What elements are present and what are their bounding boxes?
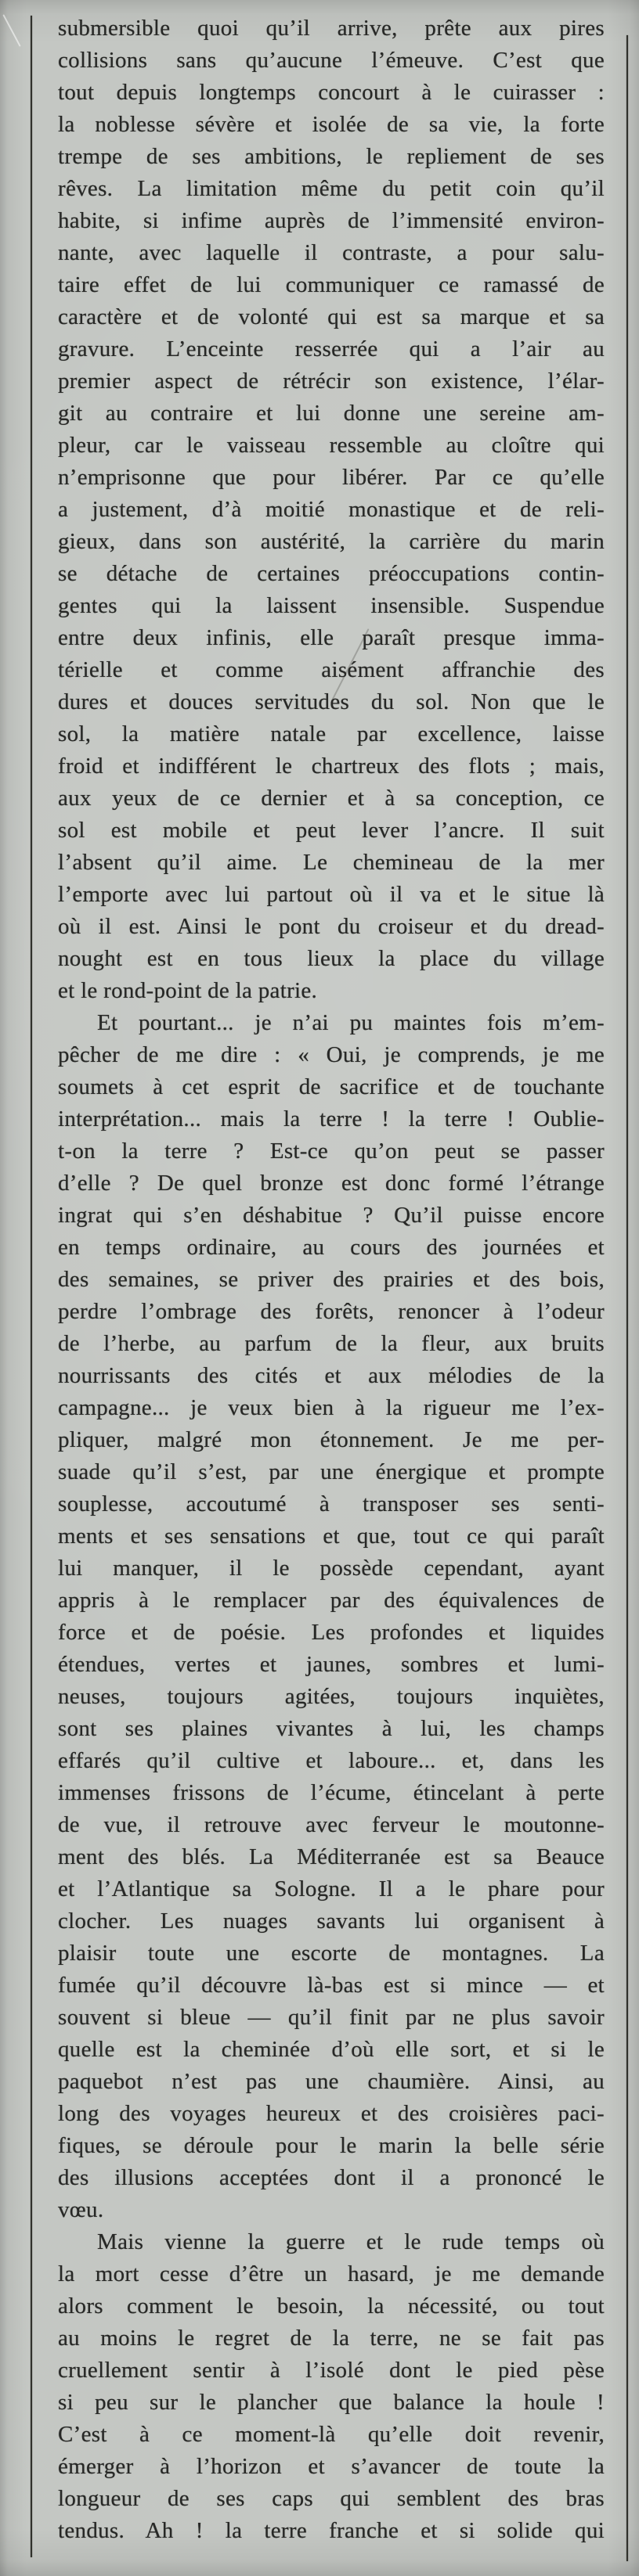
text-line: Et pourtant... je n’ai pu maintes fois m’em-	[97, 1010, 605, 1035]
cut-letter-fragment	[0, 1294, 9, 1326]
cut-letter-fragment	[0, 2096, 9, 2128]
text-line: plaisir toute une escorte de montagnes. La	[58, 1941, 605, 1966]
cut-letter-fragment	[0, 1070, 9, 1102]
text-line: gravure. L’enceinte resserrée qui a l’air au	[58, 336, 605, 362]
text-line: immenses frissons de l’écume, étincelant à perte	[58, 1780, 605, 1805]
cut-letter-fragment	[0, 1391, 9, 1423]
cut-letter-fragment	[0, 2257, 9, 2289]
text-line: C’est à ce moment-là qu’elle doit revenir,	[58, 2422, 605, 2447]
text-line: tout depuis longtemps concourt à le cuirasser :	[58, 80, 605, 105]
text-line: étendues, vertes et jaunes, sombres et lumi-	[58, 1652, 605, 1677]
text-line: d’elle ? De quel bronze est donc formé l’étrange	[58, 1171, 605, 1196]
text-line: caractère et de volonté qui est sa marque et sa	[58, 304, 605, 329]
text-line: effarés qu’il cultive et laboure... et, dans les	[58, 1748, 605, 1773]
cut-letter-fragment	[0, 1198, 9, 1230]
cut-letter-fragment	[0, 1423, 9, 1455]
cut-letter-fragment	[0, 1647, 9, 1679]
text-line: nought est en tous lieux la place du village	[58, 946, 605, 971]
text-line: suade qu’il s’est, par une énergique et prompte	[58, 1459, 605, 1484]
cut-letter-fragment	[0, 1102, 9, 1134]
text-line: et le rond-point de la patrie.	[58, 978, 318, 1003]
text-line: a justement, d’à moitié monastique et de reli-	[58, 497, 605, 522]
cut-letter-fragment	[0, 1358, 9, 1391]
cut-letter-fragment	[0, 1038, 9, 1070]
text-line: fumée qu’il découvre là-bas est si mince — et	[58, 1973, 605, 1998]
text-line: l’emporte avec lui partout où il va et le situe là	[58, 882, 605, 907]
cut-letter-fragment	[0, 2385, 9, 2417]
text-line: alors comment le besoin, la nécessité, ou tout	[58, 2294, 605, 2319]
text-line: submersible quoi qu’il arrive, prête aux pires	[58, 16, 605, 41]
text-line: fiques, se déroule pour le marin la belle série	[58, 2133, 605, 2158]
text-line: nourrissants des cités et aux mélodies de la	[58, 1363, 605, 1388]
text-line: gieux, dans son austérité, la carrière du marin	[58, 529, 605, 554]
text-line: souplesse, accoutumé à transposer ses senti-	[58, 1491, 605, 1516]
cut-letter-fragment	[0, 2128, 9, 2160]
text-line: git au contraire et lui donne une sereine am-	[58, 401, 605, 426]
adjacent-page-letter-fragments	[0, 0, 11, 2576]
column-rule-right	[626, 35, 628, 2561]
text-line: émerger à l’horizon et s’avancer de toute la	[58, 2454, 605, 2479]
text-line: de l’herbe, au parfum de la fleur, aux bruits	[58, 1331, 605, 1356]
text-line: entre deux infinis, elle paraît presque imma-	[58, 625, 605, 650]
text-line: tendus. Ah ! la terre franche et si solide qui	[58, 2518, 605, 2543]
cut-letter-fragment	[0, 1583, 9, 1615]
text-line: ment des blés. La Méditerranée est sa Beauce	[58, 1844, 605, 1869]
text-line: perdre l’ombrage des forêts, renoncer à l’odeur	[58, 1299, 605, 1324]
text-line: des semaines, se priver des prairies et des bois,	[58, 1267, 605, 1292]
text-line: collisions sans qu’aucune l’émeuve. C’est que	[58, 48, 605, 73]
text-line: rêves. La limitation même du petit coin qu’il	[58, 176, 605, 201]
cut-letter-fragment	[0, 1775, 9, 1808]
text-line: cruellement sentir à l’isolé dont le pied pèse	[58, 2358, 605, 2383]
text-line: dures et douces servitudes du sol. Non que le	[58, 689, 605, 714]
text-line: et l’Atlantique sa Sologne. Il a le phare pour	[58, 1876, 605, 1901]
cut-letter-fragment	[0, 1519, 9, 1551]
text-line: en temps ordinaire, au cours des journées et	[58, 1235, 605, 1260]
cut-letter-fragment	[0, 1230, 9, 1262]
cut-letter-fragment	[0, 1808, 9, 1840]
column-rule-left	[31, 16, 32, 2557]
cut-letter-fragment	[0, 1904, 9, 1936]
text-line: longueur de ses caps qui semblent des bras	[58, 2486, 605, 2511]
text-line: taire effet de lui communiquer ce ramassé de	[58, 272, 605, 297]
text-line: se détache de certaines préoccupations contin-	[58, 561, 605, 586]
text-line: au moins le regret de la terre, ne se fait pas	[58, 2326, 605, 2351]
cut-letter-fragment	[0, 2513, 9, 2545]
text-line: la noblesse sévère et isolée de sa vie, la forte	[58, 112, 605, 137]
text-line: habite, si infime auprès de l’immensité environ-	[58, 208, 605, 233]
text-line: neuses, toujours agitées, toujours inquiètes,	[58, 1684, 605, 1709]
text-line: soumets à cet esprit de sacrifice et de touchante	[58, 1074, 605, 1099]
text-line: des illusions acceptées dont il a prononcé le	[58, 2165, 605, 2190]
text-line: aux yeux de ce dernier et à sa conception, ce	[58, 786, 605, 811]
text-line: sont ses plaines vivantes à lui, les champs	[58, 1716, 605, 1741]
text-line: Mais vienne la guerre et le rude temps où	[97, 2229, 605, 2254]
text-line: où il est. Ainsi le pont du croiseur et du dread-	[58, 914, 605, 939]
text-line: pêcher de me dire : « Oui, je comprends, je me	[58, 1042, 605, 1067]
text-line: vœu.	[58, 2197, 104, 2222]
text-line: froid et indifférent le chartreux des flots ; mais,	[58, 754, 605, 779]
text-line: appris à le remplacer par des équivalences de	[58, 1588, 605, 1613]
text-line: sol est mobile et peut lever l’ancre. Il suit	[58, 818, 605, 843]
text-line: si peu sur le plancher que balance la houle !	[58, 2390, 605, 2415]
text-line: quelle est la cheminée d’où elle sort, et si le	[58, 2037, 605, 2062]
text-line: premier aspect de rétrécir son existence, l’élar-	[58, 369, 605, 394]
text-line: l’absent qu’il aime. Le chemineau de la mer	[58, 850, 605, 875]
cut-letter-fragment	[0, 1487, 9, 1519]
text-line: clocher. Les nuages savants lui organisent à	[58, 1909, 605, 1934]
text-line: force et de poésie. Les profondes et liquides	[58, 1620, 605, 1645]
cut-letter-fragment	[0, 2449, 9, 2481]
text-line: sol, la matière natale par excellence, laisse	[58, 721, 605, 747]
text-line: pleur, car le vaisseau ressemble au cloître qui	[58, 433, 605, 458]
cut-letter-fragment	[0, 1679, 9, 1711]
cut-letter-fragment	[0, 2193, 9, 2225]
text-line: pliquer, malgré mon étonnement. Je me per-	[58, 1427, 605, 1452]
cut-letter-fragment	[0, 781, 9, 813]
text-line: la mort cesse d’être un hasard, je me demande	[58, 2261, 605, 2286]
text-line: gentes qui la laissent insensible. Suspendue	[58, 593, 605, 618]
text-line: lui manquer, il le possède cependant, ayant	[58, 1556, 605, 1581]
cut-letter-fragment	[0, 1134, 9, 1166]
text-line: ingrat qui s’en déshabitue ? Qu’il puisse encore	[58, 1203, 605, 1228]
text-line: térielle et comme aisément affranchie des	[58, 657, 605, 682]
text-line: trempe de ses ambitions, le repliement de ses	[58, 144, 605, 169]
cut-letter-fragment	[0, 1326, 9, 1358]
text-line: n’emprisonne que pour libérer. Par ce qu’elle	[58, 465, 605, 490]
text-line: t-on la terre ? Est-ce qu’on peut se passer	[58, 1139, 605, 1164]
body-text	[58, 13, 605, 2547]
cut-letter-fragment	[0, 1262, 9, 1294]
cut-letter-fragment	[0, 1455, 9, 1487]
text-line: de vue, il retrouve avec ferveur le moutonne-	[58, 1812, 605, 1837]
text-line: interprétation... mais la terre ! la terre ! Oublie-	[58, 1106, 605, 1131]
text-line: souvent si bleue — qu’il finit par ne plus savoir	[58, 2005, 605, 2030]
text-line: campagne... je veux bien à la rigueur me l’ex-	[58, 1395, 605, 1420]
cut-letter-fragment	[0, 1166, 9, 1198]
text-line: ments et ses sensations et que, tout ce qui paraît	[58, 1524, 605, 1549]
cut-letter-fragment	[0, 1968, 9, 2000]
cut-letter-fragment	[0, 1840, 9, 1872]
text-line: long des voyages heureux et des croisières paci-	[58, 2101, 605, 2126]
cut-letter-fragment	[0, 1743, 9, 1775]
text-line: nante, avec laquelle il contraste, a pour salu-	[58, 240, 605, 265]
cut-letter-fragment	[0, 2321, 9, 2353]
cut-letter-fragment	[0, 588, 9, 621]
cut-letter-fragment	[0, 2032, 9, 2064]
text-line: paquebot n’est pas une chaumière. Ainsi, au	[58, 2069, 605, 2094]
